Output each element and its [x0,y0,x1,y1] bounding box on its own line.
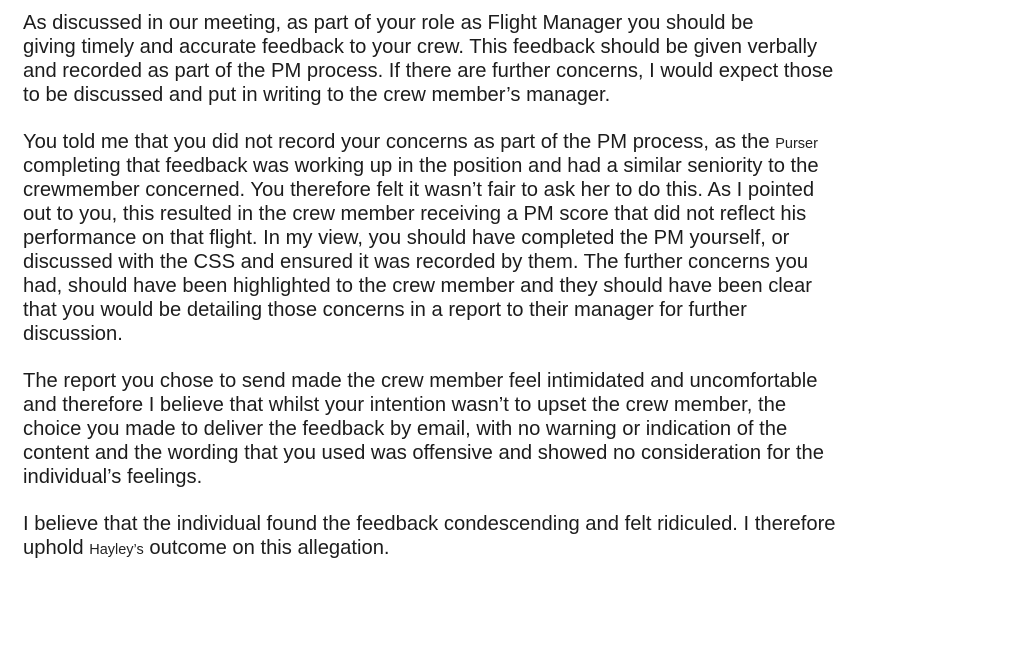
text-line: and therefore I believe that whilst your intention wasn’t to upset the crew member, the [23,394,787,416]
text-line: individual’s feelings. [23,466,203,488]
text-line: completing that feedback was working up in the position and had a similar seniority to the [23,155,819,177]
text-segment: You told me that you did not record your concerns as part of the PM process, as the [23,131,776,153]
inserted-word-hayleys: Hayley’s [89,542,144,558]
text-line: had, should have been highlighted to the crew member and they should have been clear [23,275,812,297]
text-line [23,536,1013,560]
text-line: content and the wording that you used was offensive and showed no consideration for the [23,442,824,464]
paragraph-2 [23,130,1013,346]
inserted-word-purser: Purser [775,136,818,152]
text-line: choice you made to deliver the feedback by email, with no warning or indication of the [23,418,788,440]
text-line: As discussed in our meeting, as part of your role as Flight Manager you should be [23,12,754,34]
text-line: and recorded as part of the PM process. If there are further concerns, I would expect those [23,60,834,82]
text-line: crewmember concerned. You therefore felt it wasn’t fair to ask her to do this. As I pointed [23,179,815,201]
text-line: to be discussed and put in writing to the crew member’s manager. [23,84,611,106]
text-line: The report you chose to send made the crew member feel intimidated and uncomfortable [23,370,818,392]
paragraph-1 [23,11,1013,107]
text-line: I believe that the individual found the feedback condescending and felt ridiculed. I therefore [23,513,836,535]
text-line: performance on that flight. In my view, you should have completed the PM yourself, or [23,227,790,249]
text-line: discussion. [23,323,123,345]
text-line: giving timely and accurate feedback to your crew. This feedback should be given verbally [23,36,818,58]
text-segment: outcome on this allegation. [143,537,390,559]
paragraph-4 [23,512,1013,560]
letter-body [23,11,1013,583]
paragraph-3 [23,369,1013,489]
text-line: that you would be detailing those concerns in a report to their manager for further [23,299,747,321]
text-segment: uphold [23,537,90,559]
text-line: discussed with the CSS and ensured it was recorded by them. The further concerns you [23,251,809,273]
text-line: out to you, this resulted in the crew member receiving a PM score that did not reflect his [23,203,807,225]
text-line [23,130,1013,154]
